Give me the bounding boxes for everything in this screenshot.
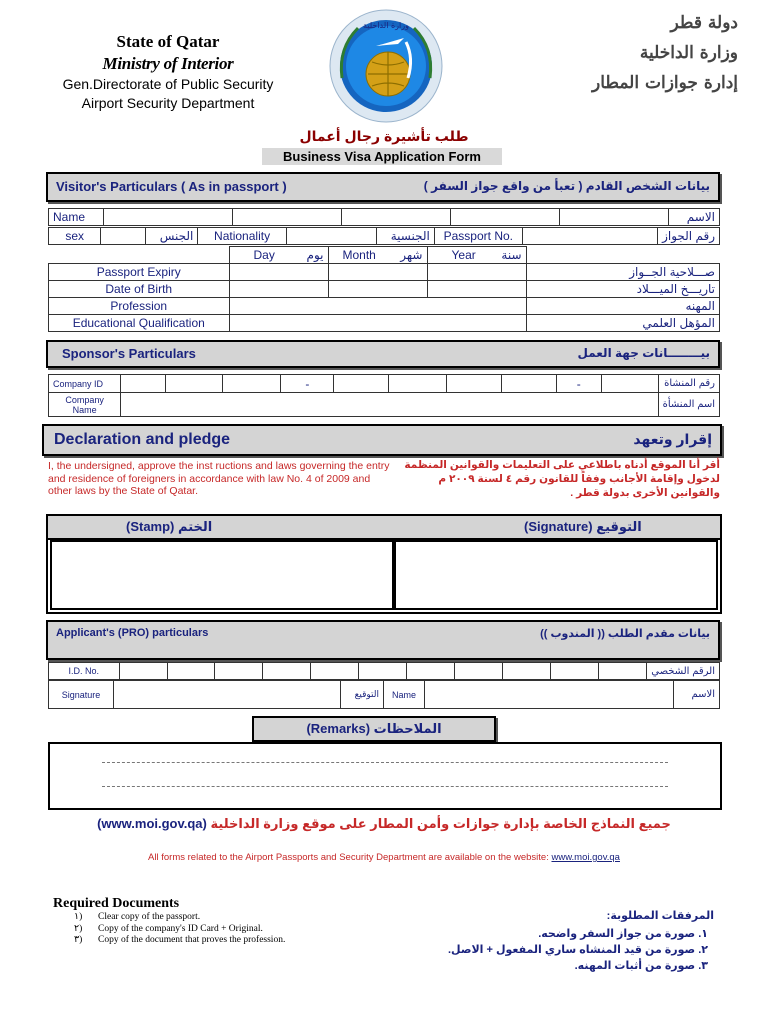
name-field-3[interactable] — [342, 209, 451, 226]
sponsor-section-title: Sponsor's Particulars — [62, 346, 196, 361]
month-label: Month — [342, 248, 376, 262]
required-docs-title: Required Documents — [53, 896, 180, 911]
applicant-signature-label-ar: التوقيع — [341, 681, 384, 709]
applicant-section-bar — [46, 620, 720, 660]
header-right-arabic — [558, 8, 738, 98]
required-docs-list — [74, 912, 285, 947]
visitor-table-row2 — [48, 227, 720, 245]
id-no-box-7[interactable] — [407, 663, 455, 680]
dob-year[interactable] — [427, 281, 526, 298]
stamp-signature-frame — [46, 514, 722, 614]
name-field-2[interactable] — [233, 209, 342, 226]
visitor-dates-table — [48, 246, 720, 332]
sponsor-section-title-ar: بيــــــــانات جهة العمل — [577, 346, 710, 360]
header-ar-state: دولة قطر — [670, 13, 738, 33]
declaration-title-ar: إقرار وتعهد — [633, 431, 712, 447]
id-no-box-9[interactable] — [503, 663, 551, 680]
passport-field[interactable] — [522, 228, 657, 245]
stamp-box[interactable] — [50, 540, 394, 610]
education-label: Educational Qualification — [49, 315, 230, 332]
sex-label-ar: الجنس — [146, 228, 198, 245]
company-name-field[interactable] — [121, 393, 658, 417]
education-label-ar: المؤهل العلمي — [526, 315, 720, 332]
applicant-signature-field[interactable] — [114, 681, 341, 709]
company-id-box-8[interactable] — [601, 375, 658, 393]
declaration-title: Declaration and pledge — [54, 431, 231, 448]
applicant-section-title: Applicant's (PRO) particulars — [56, 627, 209, 639]
year-label-ar: سنة — [501, 248, 522, 262]
state-name: State of Qatar — [116, 32, 220, 51]
remarks-header — [252, 716, 496, 742]
id-no-box-8[interactable] — [455, 663, 503, 680]
stamp-label: (Stamp) الختم — [126, 519, 213, 534]
sex-field[interactable] — [101, 228, 146, 245]
website-notice-ar-text: جميع النماذج الخاصة بإدارة جوازات وأمن المطار على موقع وزارة الداخلية — [210, 816, 671, 831]
profession-field[interactable] — [229, 298, 526, 315]
required-doc-item: ٢) Copy of the company's ID Card + Original. — [74, 923, 263, 934]
name-label-ar: الاسم — [669, 209, 720, 226]
id-no-box-1[interactable] — [119, 663, 167, 680]
id-no-box-10[interactable] — [551, 663, 599, 680]
day-label: Day — [253, 248, 275, 262]
remarks-box[interactable] — [48, 742, 722, 810]
company-id-box-7[interactable] — [502, 375, 557, 393]
applicant-table — [48, 662, 720, 680]
nationality-label-ar: الجنسية — [376, 228, 434, 245]
dob-label: Date of Birth — [49, 281, 230, 298]
visitor-section-title: Visitor's Particulars ( As in passport ) — [56, 179, 287, 194]
required-doc-item-ar: ٢. صورة من قيد المنشاه ساري المفعول + الاصل. — [447, 944, 708, 956]
required-doc-item-ar: ٣. صورة من أثبات المهنه. — [574, 960, 708, 972]
website-url-ar[interactable]: (www.moi.gov.qa) — [97, 816, 207, 831]
id-no-box-6[interactable] — [359, 663, 407, 680]
dob-label-ar: تاريـــخ الميـــلاد — [526, 281, 720, 298]
company-id-box-4[interactable] — [334, 375, 389, 393]
required-doc-item: ١) Clear copy of the passport. — [74, 912, 201, 922]
expiry-label: Passport Expiry — [49, 264, 230, 281]
applicant-signature-label: Signature — [49, 681, 114, 709]
applicant-sign-table — [48, 680, 720, 709]
sponsor-table — [48, 374, 720, 417]
required-docs-list-ar — [408, 926, 708, 974]
company-id-box-6[interactable] — [447, 375, 502, 393]
applicant-name-label-ar: الاسم — [674, 681, 720, 709]
name-field-5[interactable] — [560, 209, 669, 226]
name-field-4[interactable] — [451, 209, 560, 226]
required-docs-title-ar: المرفقات المطلوبة: — [606, 910, 714, 922]
company-id-box-1[interactable] — [121, 375, 166, 393]
company-id-dash-1: - — [281, 375, 334, 393]
department-name: Airport Security Department — [81, 95, 255, 111]
remarks-line-1 — [102, 762, 668, 763]
expiry-month[interactable] — [328, 264, 427, 281]
ministry-name: Ministry of Interior — [102, 54, 234, 73]
required-doc-item-ar: ١. صورة من جواز السفر واضحه. — [538, 928, 708, 940]
name-label: Name — [49, 209, 104, 226]
passport-label: Passport No. — [434, 228, 522, 245]
id-no-box-11[interactable] — [599, 663, 647, 680]
company-name-label-ar: اسم المنشأة — [658, 393, 719, 417]
expiry-year[interactable] — [427, 264, 526, 281]
profession-label-ar: المهنه — [526, 298, 720, 315]
visitor-section-bar — [46, 172, 720, 202]
profession-label: Profession — [49, 298, 230, 315]
website-notice-text: All forms related to the Airport Passports and Security Department are available on the website: — [148, 852, 549, 863]
nationality-field[interactable] — [286, 228, 376, 245]
id-no-box-3[interactable] — [215, 663, 263, 680]
year-header — [427, 247, 526, 264]
signature-label: (Signature) التوقيع — [524, 519, 642, 534]
sex-label: sex — [49, 228, 101, 245]
signature-box[interactable] — [394, 540, 718, 610]
company-name-label: Company Name — [49, 393, 121, 417]
company-id-dash-2: - — [556, 375, 601, 393]
nationality-label: Nationality — [198, 228, 286, 245]
passport-label-ar: رقم الجواز — [658, 228, 720, 245]
company-id-label: Company ID — [49, 375, 121, 393]
ministry-logo — [328, 8, 444, 124]
visitor-section-title-ar: بيانات الشخص القادم ( تعبأ من واقع جواز السفر ) — [423, 179, 710, 193]
header-ar-ministry: وزارة الداخلية — [639, 43, 738, 63]
id-no-box-4[interactable] — [263, 663, 311, 680]
company-id-box-5[interactable] — [388, 375, 446, 393]
declaration-section-bar — [42, 424, 722, 456]
svg-text:وزارة الداخلية: وزارة الداخلية — [363, 21, 409, 30]
expiry-label-ar: صـــلاحية الجــواز — [526, 264, 720, 281]
name-field-1[interactable] — [104, 209, 233, 226]
education-field[interactable] — [229, 315, 526, 332]
company-id-box-3[interactable] — [222, 375, 280, 393]
applicant-name-field[interactable] — [425, 681, 674, 709]
sponsor-section-bar — [46, 340, 720, 368]
expiry-day[interactable] — [229, 264, 328, 281]
form-title: Business Visa Application Form — [262, 148, 502, 165]
form-title-arabic: طلب تأشيرة رجال أعمال — [299, 128, 469, 144]
declaration-text-ar: أقر أنا الموقع أدناه باطلاعي على التعليمات والقوانين المنظمة لدخول وإقامة الأجانب وفقاً للقانون رقم ٤ لسنة ٢٠٠٩ م والقوانين الأخرى بدولة قطر . — [404, 459, 720, 499]
remarks-line-2 — [102, 786, 668, 787]
day-header — [229, 247, 328, 264]
year-label: Year — [451, 248, 476, 262]
visitor-table-top — [48, 208, 720, 226]
dob-day[interactable] — [229, 281, 328, 298]
id-no-box-5[interactable] — [311, 663, 359, 680]
dob-month[interactable] — [328, 281, 427, 298]
applicant-name-label: Name — [384, 681, 425, 709]
company-id-label-ar: رقم المنشاة — [658, 375, 719, 393]
website-notice-ar — [0, 816, 768, 832]
website-notice — [0, 852, 768, 863]
company-id-box-2[interactable] — [166, 375, 223, 393]
directorate-name: Gen.Directorate of Public Security — [62, 76, 274, 92]
id-no-label-ar: الرقم الشخصي — [647, 663, 720, 680]
declaration-text: I, the undersigned, approve the inst ructions and laws governing the entry and residence of foreigners in accordance with law No. 4 of 2009 and other laws by the State of Qatar. — [48, 460, 390, 497]
header-left — [28, 30, 308, 111]
remarks-label: (Remarks) الملاحظات — [306, 721, 442, 736]
day-label-ar: يوم — [306, 248, 324, 262]
website-link[interactable]: www.moi.gov.qa — [551, 852, 620, 863]
header-ar-dept: إدارة جوازات المطار — [592, 73, 738, 93]
required-doc-item: ٣) Copy of the document that proves the profession. — [74, 935, 286, 945]
id-no-label: I.D. No. — [49, 663, 120, 680]
applicant-section-title-ar: بيانات مقدم الطلب (( المندوب )) — [540, 628, 710, 640]
id-no-box-2[interactable] — [167, 663, 215, 680]
month-label-ar: شهر — [400, 248, 423, 262]
month-header — [328, 247, 427, 264]
